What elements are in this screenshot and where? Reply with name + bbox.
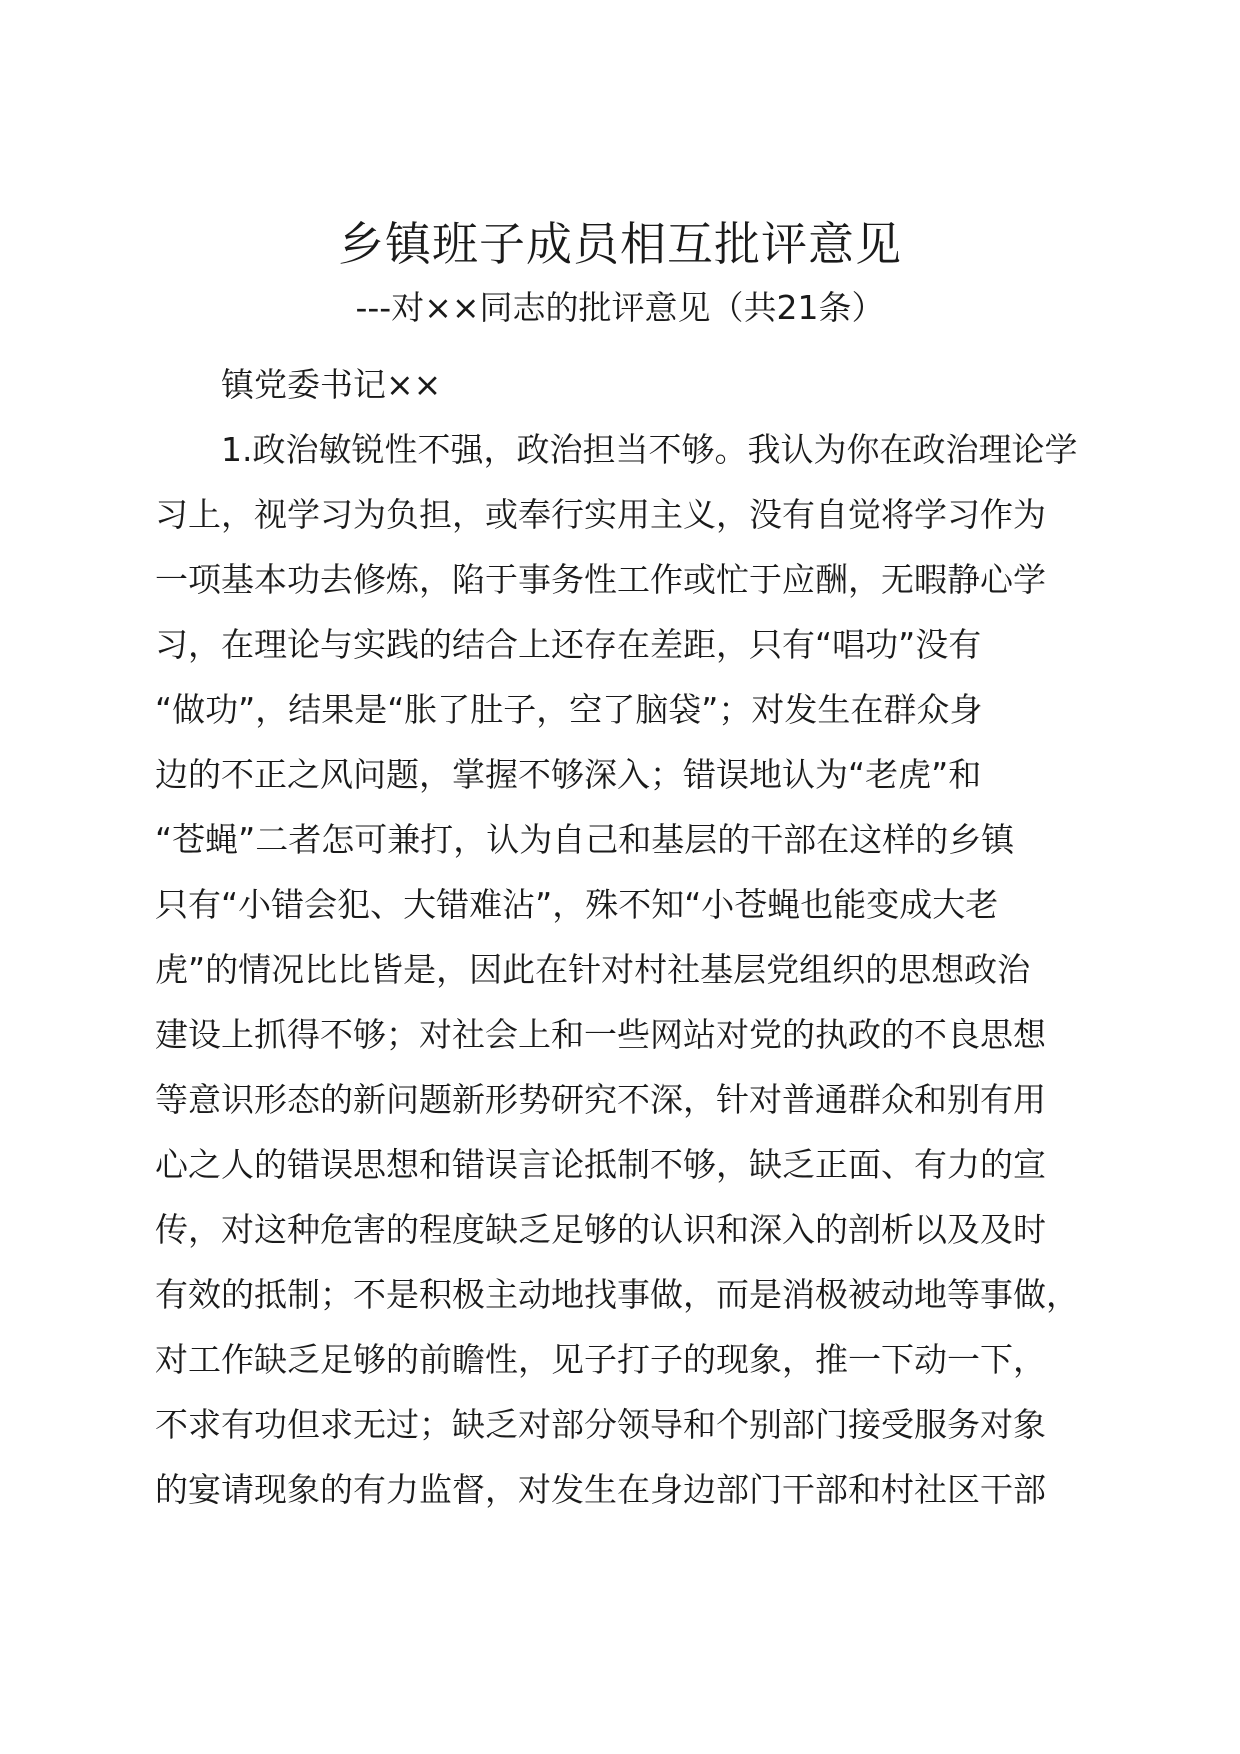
paragraph-line: 边的不正之风问题，掌握不够深入；错误地认为“老虎”和 xyxy=(155,755,982,794)
paragraph-line: “做功”，结果是“胀了肚子，空了脑袋”；对发生在群众身 xyxy=(155,690,983,729)
paragraph-line: 的宴请现象的有力监督，对发生在身边部门干部和村社区干部 xyxy=(155,1470,1046,1509)
document-subtitle: ---对××同志的批评意见（共21条） xyxy=(355,288,885,327)
document-title: 乡镇班子成员相互批评意见 xyxy=(338,217,902,271)
paragraph-line: 一项基本功去修炼，陷于事务性工作或忙于应酬，无暇静心学 xyxy=(155,560,1046,599)
paragraph-line: 不求有功但求无过；缺乏对部分领导和个别部门接受服务对象 xyxy=(155,1405,1046,1444)
paragraph-line: 1.政治敏锐性不强，政治担当不够。我认为你在政治理论学 xyxy=(221,430,1078,469)
paragraph-line: 等意识形态的新问题新形势研究不深，针对普通群众和别有用 xyxy=(155,1080,1046,1119)
paragraph-line: 对工作缺乏足够的前瞻性，见子打子的现象，推一下动一下， xyxy=(155,1340,1046,1379)
paragraph-line: 有效的抵制；不是积极主动地找事做，而是消极被动地等事做， xyxy=(155,1275,1079,1314)
paragraph-line: “苍蝇”二者怎可兼打，认为自己和基层的干部在这样的乡镇 xyxy=(155,820,1015,859)
recipient-line: 镇党委书记×× xyxy=(221,365,442,404)
paragraph-line: 习，在理论与实践的结合上还存在差距，只有“唱功”没有 xyxy=(155,625,982,664)
paragraph-line: 建设上抓得不够；对社会上和一些网站对党的执政的不良思想 xyxy=(155,1015,1046,1054)
paragraph-line: 传，对这种危害的程度缺乏足够的认识和深入的剖析以及及时 xyxy=(155,1210,1046,1249)
paragraph-line: 习上，视学习为负担，或奉行实用主义，没有自觉将学习作为 xyxy=(155,495,1046,534)
document-body xyxy=(155,352,1095,1522)
paragraph-line: 心之人的错误思想和错误言论抵制不够，缺乏正面、有力的宣 xyxy=(155,1145,1046,1184)
paragraph-line: 虎”的情况比比皆是，因此在针对村社基层党组织的思想政治 xyxy=(155,950,1031,989)
paragraph-line: 只有“小错会犯、大错难沾”，殊不知“小苍蝇也能变成大老 xyxy=(155,885,999,924)
